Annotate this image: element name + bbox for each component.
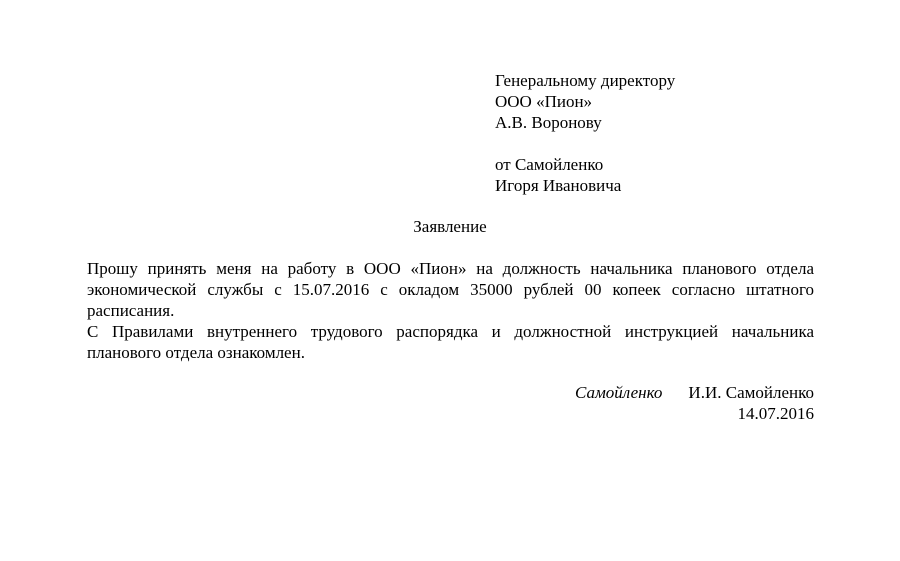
addressee-company: ООО «Пион» [495,92,593,111]
body-paragraph-acknowledgement: С Правилами внутреннего трудового распорядка и должностной инструкцией начальника планового отдела ознакомлен. [87,322,814,362]
body-paragraph-request: Прошу принять меня на работу в ООО «Пион» на должность начальника планового отдела экономической службы с 15.07.2016 с окладом 35000 рублей 00 копеек согласно штатного расписания. [87,259,814,320]
sender-surname: от Самойленко [495,155,604,174]
spacer [495,133,675,154]
signature-block [400,382,814,424]
addressee-name: А.В. Воронову [495,113,602,132]
document-body [87,258,814,363]
signer-name: И.И. Самойленко [688,383,814,402]
handwritten-signature: Самойленко [574,383,663,402]
addressee-block [495,70,675,196]
sender-name: Игоря Ивановича [495,176,622,195]
document-title: Заявление [413,217,487,236]
addressee-position: Генеральному директору [495,71,676,90]
signature-date: 14.07.2016 [737,404,814,423]
